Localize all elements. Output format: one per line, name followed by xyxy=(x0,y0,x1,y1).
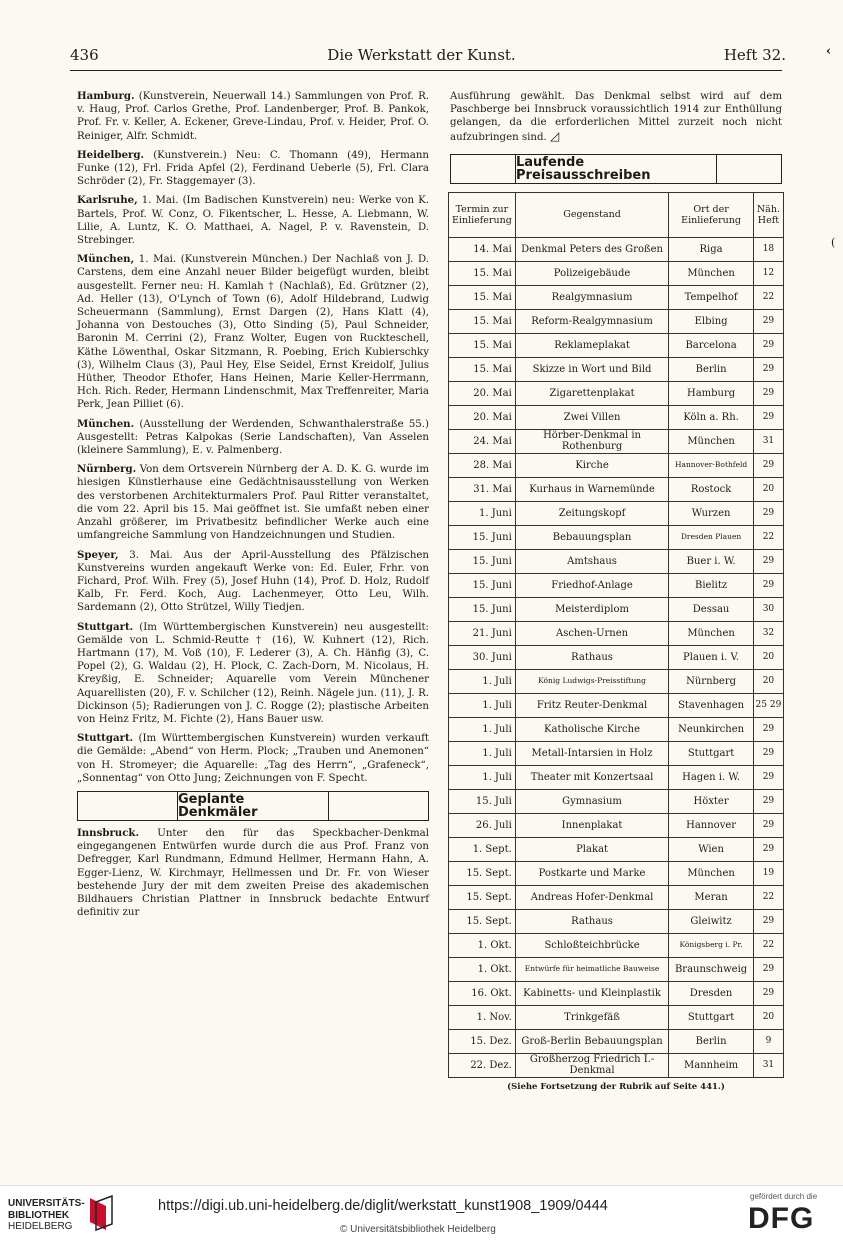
library-emblem-icon xyxy=(88,1194,114,1234)
table-header-row xyxy=(449,192,784,237)
triangle-mark: ◿ xyxy=(549,128,560,143)
competitions-table xyxy=(448,192,784,1078)
cell-place: Buer i. W. xyxy=(669,549,754,573)
table-row xyxy=(449,765,784,789)
entry-city: Hamburg. xyxy=(77,90,135,102)
table-row xyxy=(449,1029,784,1053)
cell-date: 26. Juli xyxy=(449,813,516,837)
cell-date: 15. Sept. xyxy=(449,909,516,933)
header-subject: Gegenstand xyxy=(515,192,669,237)
cell-date: 1. Juli xyxy=(449,765,516,789)
entry-city: Speyer, xyxy=(77,548,119,561)
cell-place: Riga xyxy=(669,237,754,261)
entry-city: München. xyxy=(77,417,135,430)
entry-text: (Im Württembergischen Kunstverein) wurden verkauft die Gemälde: „Abend“ von Herm. Plock; „Trauben und Anemonen“ von H. Stromeyer; die Aquarelle: „Tag des Herrn“, „Grafeneck“, „Sonnentag“ von Otto Jung; Zeichnungen von F. Specht. xyxy=(77,733,429,784)
cell-date: 1. Juli xyxy=(449,717,516,741)
table-row xyxy=(449,573,784,597)
cell-date: 15. Sept. xyxy=(449,861,516,885)
cell-subject: Kirche xyxy=(515,453,669,477)
cell-subject: Bebauungsplan xyxy=(515,525,669,549)
cell-date: 15. Juli xyxy=(449,789,516,813)
denkmal-entries xyxy=(77,827,429,919)
cell-issue: 20 xyxy=(753,669,783,693)
table-row xyxy=(449,333,784,357)
cell-subject: Denkmal Peters des Großen xyxy=(515,237,669,261)
cell-issue: 31 xyxy=(753,1053,783,1077)
cell-subject: Zwei Villen xyxy=(515,405,669,429)
dfg-logo: DFG xyxy=(748,1202,815,1235)
margin-mark-2: ( xyxy=(831,236,836,249)
cell-place: München xyxy=(669,861,754,885)
footer-bar xyxy=(0,1185,843,1247)
cell-issue: 9 xyxy=(753,1029,783,1053)
cell-subject: Zigarettenplakat xyxy=(515,381,669,405)
table-row xyxy=(449,309,784,333)
cell-issue: 22 xyxy=(753,885,783,909)
header-issue: Näh. Heft xyxy=(753,192,783,237)
cell-subject: Kabinetts- und Kleinplastik xyxy=(515,981,669,1005)
news-entry xyxy=(77,253,429,411)
cell-date: 15. Mai xyxy=(449,357,516,381)
table-footnote: (Siehe Fortsetzung der Rubrik auf Seite 441.) xyxy=(507,1081,725,1092)
table-row xyxy=(449,693,784,717)
table-row xyxy=(449,405,784,429)
table-row xyxy=(449,381,784,405)
cell-subject: Katholische Kirche xyxy=(515,717,669,741)
cell-issue: 22 xyxy=(753,285,783,309)
cell-subject: Reform-Realgymnasium xyxy=(515,309,669,333)
page-number: 436 xyxy=(70,46,99,64)
library-logo: UNIVERSITÄTS- BIBLIOTHEK HEIDELBERG xyxy=(8,1198,85,1232)
cell-issue: 25 29 xyxy=(753,693,783,717)
cell-place: Mannheim xyxy=(669,1053,754,1077)
entry-city: Stuttgart. xyxy=(77,620,134,633)
cell-date: 15. Juni xyxy=(449,549,516,573)
cell-place: Gleiwitz xyxy=(669,909,754,933)
table-row xyxy=(449,261,784,285)
cell-subject: Fritz Reuter-Denkmal xyxy=(515,693,669,717)
cell-issue: 29 xyxy=(753,573,783,597)
entry-city: Heidelberg. xyxy=(77,148,145,161)
cell-place: München xyxy=(669,429,754,453)
cell-subject: Entwürfe für heimatliche Bauweise xyxy=(515,957,669,981)
table-row xyxy=(449,717,784,741)
cell-date: 30. Juni xyxy=(449,645,516,669)
cell-subject: Reklameplakat xyxy=(515,333,669,357)
cell-place: Hannover xyxy=(669,813,754,837)
section-heading-preisausschreiben xyxy=(450,154,782,184)
table-row xyxy=(449,285,784,309)
permalink-url[interactable]: https://digi.ub.uni-heidelberg.de/diglit/werkstatt_kunst1908_1909/0444 xyxy=(158,1198,608,1214)
cell-issue: 29 xyxy=(753,909,783,933)
cell-date: 24. Mai xyxy=(449,429,516,453)
cell-issue: 30 xyxy=(753,597,783,621)
cell-date: 1. Okt. xyxy=(449,957,516,981)
table-row xyxy=(449,861,784,885)
cell-date: 15. Mai xyxy=(449,285,516,309)
table-row xyxy=(449,813,784,837)
cell-date: 31. Mai xyxy=(449,477,516,501)
table-row xyxy=(449,933,784,957)
section-heading-denkmaeler xyxy=(77,791,429,821)
cell-place: Elbing xyxy=(669,309,754,333)
cell-issue: 29 xyxy=(753,981,783,1005)
entry-city: Nürnberg. xyxy=(77,463,137,476)
news-entry xyxy=(77,194,429,247)
table-row xyxy=(449,885,784,909)
table-row xyxy=(449,909,784,933)
cell-subject: Kurhaus in Warnemünde xyxy=(515,477,669,501)
cell-date: 15. Sept. xyxy=(449,885,516,909)
margin-mark: ‹ xyxy=(826,44,832,59)
table-row xyxy=(449,453,784,477)
cell-date: 15. Juni xyxy=(449,525,516,549)
cell-subject: Rathaus xyxy=(515,645,669,669)
entry-city: Innsbruck. xyxy=(77,826,140,839)
cell-place: Dessau xyxy=(669,597,754,621)
cell-issue: 29 xyxy=(753,357,783,381)
cell-subject: Friedhof-Anlage xyxy=(515,573,669,597)
cell-subject: Andreas Hofer-Denkmal xyxy=(515,885,669,909)
cell-place: Wien xyxy=(669,837,754,861)
cell-date: 15. Mai xyxy=(449,261,516,285)
table-row xyxy=(449,789,784,813)
cell-subject: Metall-Intarsien in Holz xyxy=(515,741,669,765)
cell-subject: Großherzog Friedrich I.-Denkmal xyxy=(515,1053,669,1077)
table-row xyxy=(449,957,784,981)
table-row xyxy=(449,525,784,549)
cell-subject: Zeitungskopf xyxy=(515,501,669,525)
cell-date: 20. Mai xyxy=(449,405,516,429)
cell-date: 1. Juni xyxy=(449,501,516,525)
entry-city: Karlsruhe, xyxy=(77,194,138,207)
issue-number: Heft 32. xyxy=(723,46,786,64)
table-row xyxy=(449,429,784,453)
cell-issue: 29 xyxy=(753,309,783,333)
cell-date: 20. Mai xyxy=(449,381,516,405)
cell-issue: 22 xyxy=(753,525,783,549)
cell-place: Braunschweig xyxy=(669,957,754,981)
cell-place: Dresden Plauen xyxy=(669,525,754,549)
cell-place: Höxter xyxy=(669,789,754,813)
cell-subject: Amtshaus xyxy=(515,549,669,573)
cell-date: 1. Nov. xyxy=(449,1005,516,1029)
cell-date: 15. Juni xyxy=(449,573,516,597)
section-title: Laufende Preisausschreiben xyxy=(515,155,717,183)
cell-date: 15. Dez. xyxy=(449,1029,516,1053)
news-entry xyxy=(77,418,429,458)
cell-subject: Gymnasium xyxy=(515,789,669,813)
cell-issue: 32 xyxy=(753,621,783,645)
table-row xyxy=(449,237,784,261)
table-row xyxy=(449,645,784,669)
cell-place: Bielitz xyxy=(669,573,754,597)
entry-city: Stuttgart. xyxy=(77,732,134,745)
cell-date: 15. Juni xyxy=(449,597,516,621)
cell-place: Hamburg xyxy=(669,381,754,405)
section-title: Geplante Denkmäler xyxy=(177,792,329,820)
cell-date: 14. Mai xyxy=(449,237,516,261)
cell-issue: 19 xyxy=(753,861,783,885)
cell-place: München xyxy=(669,261,754,285)
entry-text: (Ausstellung der Werdenden, Schwanthalerstraße 55.) Ausgestellt: Petras Kalpokas (Serie Landschaften), Van Asselen (kleinere Sammlung), E. v. Palmenberg. xyxy=(77,418,429,457)
copyright: © Universitätsbibliothek Heidelberg xyxy=(340,1224,496,1235)
cell-date: 22. Dez. xyxy=(449,1053,516,1077)
cell-subject: König Ludwigs-Preisstiftung xyxy=(515,669,669,693)
cell-issue: 29 xyxy=(753,957,783,981)
table-row xyxy=(449,477,784,501)
cell-place: Stavenhagen xyxy=(669,693,754,717)
cell-place: Hannover-Bothfeld xyxy=(669,453,754,477)
table-row xyxy=(449,669,784,693)
cell-issue: 29 xyxy=(753,333,783,357)
cell-date: 1. Okt. xyxy=(449,933,516,957)
cell-place: Köln a. Rh. xyxy=(669,405,754,429)
cell-place: München xyxy=(669,621,754,645)
cell-subject: Schloßteichbrücke xyxy=(515,933,669,957)
entry-text: 1. Mai. (Im Badischen Kunstverein) neu: Werke von K. Bartels, Prof. W. Conz, O. Fikentscher, L. Hesse, A. Liebmann, W. Lilie, A. Luntz, K. O. Matthaei, A. Nagel, P. v. Ravenstein, D. Strebinger. xyxy=(77,195,429,247)
cell-place: Königsberg i. Pr. xyxy=(669,933,754,957)
cell-subject: Postkarte und Marke xyxy=(515,861,669,885)
cell-place: Hagen i. W. xyxy=(669,765,754,789)
left-entries xyxy=(77,90,429,785)
cell-date: 28. Mai xyxy=(449,453,516,477)
entry-text: (Kunstverein, Neuerwall 14.) Sammlungen von Prof. R. v. Haug, Prof. Carlos Grethe, Prof. Landenberger, Prof. B. Pankok, Prof. Fr. v. Keller, A. Eckener, Greve-Lindau, Prof. v. Heider, Prof. O. Reiniger, Alfr. Schmidt. xyxy=(77,91,429,142)
cell-place: Rostock xyxy=(669,477,754,501)
entry-text: 1. Mai. (Kunstverein München.) Der Nachlaß von J. D. Carstens, dem eine Anzahl neuer Bilder beigefügt wurden, bleibt ausgestellt. Ferner neu: H. Kamlah † (Nachlaß), Ed. Grützner (2), Ad. Heller (13), O'Lynch of Town (6), Adolf Hildebrand, Ludwig Scheuermann (Sammlung), Ernst Dargen (2), Hans Klatt (4), Johanna von Destouches (3), Otto Sinding (5), Paul Schneider, Baronin M. Cerrini (2), Franz Wolter, Eugen von Ruckteschell, Käthe Löwenthal, Oskar Sitzmann, R. Poebing, Erich Kubierschky (3), Wilhelm Claus (3), Paul Hey, Else Seidel, Ernst Kreidolf, Julius Hüther, Theodor Ethofer, Hans Heinen, Marie Keller-Herrmann, Hch. Rich. Reder, Hermann Lindenschmit, Max Treffenreiter, Maria Perk, Jean Pilliet (6). xyxy=(77,254,429,411)
cell-issue: 29 xyxy=(753,549,783,573)
cell-issue: 29 xyxy=(753,813,783,837)
cell-date: 1. Sept. xyxy=(449,837,516,861)
cell-subject: Hörber-Denkmal in Rothenburg xyxy=(515,429,669,453)
cell-place: Stuttgart xyxy=(669,1005,754,1029)
cell-place: Wurzen xyxy=(669,501,754,525)
news-entry xyxy=(77,549,429,615)
entry-text: (Kunstverein.) Neu: C. Thomann (49), Hermann Funke (12), Frl. Frida Apfel (2), Ferdinand Ueberle (5), Frl. Clara Schröder (2), Fr. Staggemayer (3). xyxy=(77,149,429,188)
news-entry xyxy=(77,621,429,727)
cell-issue: 29 xyxy=(753,765,783,789)
left-column xyxy=(77,90,429,925)
cell-date: 16. Okt. xyxy=(449,981,516,1005)
cell-place: Stuttgart xyxy=(669,741,754,765)
cell-issue: 22 xyxy=(753,933,783,957)
cell-issue: 20 xyxy=(753,1005,783,1029)
cell-issue: 18 xyxy=(753,237,783,261)
cell-issue: 20 xyxy=(753,645,783,669)
cell-place: Neunkirchen xyxy=(669,717,754,741)
cell-subject: Realgymnasium xyxy=(515,285,669,309)
table-row xyxy=(449,1005,784,1029)
table-row xyxy=(449,837,784,861)
cell-subject: Skizze in Wort und Bild xyxy=(515,357,669,381)
cell-place: Nürnberg xyxy=(669,669,754,693)
news-entry xyxy=(77,149,429,189)
cell-subject: Theater mit Konzertsaal xyxy=(515,765,669,789)
cell-issue: 29 xyxy=(753,717,783,741)
cell-place: Berlin xyxy=(669,357,754,381)
cell-date: 1. Juli xyxy=(449,669,516,693)
cell-date: 1. Juli xyxy=(449,693,516,717)
cell-place: Barcelona xyxy=(669,333,754,357)
header-place: Ort der Einlieferung xyxy=(669,192,754,237)
table-row xyxy=(449,981,784,1005)
table-row xyxy=(449,621,784,645)
cell-subject: Aschen-Urnen xyxy=(515,621,669,645)
news-entry xyxy=(77,90,429,143)
entry-text: 3. Mai. Aus der April-Ausstellung des Pfälzischen Kunstvereins wurden angekauft Werke von: Ed. Euler, Frhr. von Fichard, Prof. Wilh. Frey (5), Josef Huhn (14), Prof. D. Holz, Rudolf Kalb, Fr. Ferd. Koch, Aug. Lachenmeyer, Otto Leu, Wilh. Sardemann (2), Otto Strützel, Willy Tiedjen. xyxy=(77,549,429,614)
header-date: Termin zur Einlieferung xyxy=(449,192,516,237)
cell-subject: Rathaus xyxy=(515,909,669,933)
table-row xyxy=(449,357,784,381)
table-row xyxy=(449,597,784,621)
table-row xyxy=(449,741,784,765)
table-body xyxy=(449,237,784,1077)
cell-issue: 29 xyxy=(753,453,783,477)
header-rule xyxy=(70,70,782,71)
table-row xyxy=(449,501,784,525)
right-column xyxy=(450,90,782,1094)
news-entry xyxy=(77,732,429,785)
table-row xyxy=(449,1053,784,1077)
entry-text: Von dem Ortsverein Nürnberg der A. D. K. G. wurde im hiesigen Künstlerhause eine Gedächtnisausstellung von Werken des verstorbenen Architekturmalers Prof. Paul Ritter veranstaltet, die vom 22. April bis 15. Mai geöffnet ist. Sie umfaßt neben einer Anzahl größerer, im Privatbesitz befindlicher Werke auch eine umfangreiche Sammlung von Handzeichnungen und Studien. xyxy=(77,464,429,542)
news-entry xyxy=(77,827,429,919)
cell-date: 1. Juli xyxy=(449,741,516,765)
cell-place: Tempelhof xyxy=(669,285,754,309)
news-entry xyxy=(77,463,429,542)
cell-date: 21. Juni xyxy=(449,621,516,645)
cell-subject: Plakat xyxy=(515,837,669,861)
cell-place: Dresden xyxy=(669,981,754,1005)
cell-place: Berlin xyxy=(669,1029,754,1053)
cell-issue: 20 xyxy=(753,477,783,501)
cell-subject: Groß-Berlin Bebauungsplan xyxy=(515,1029,669,1053)
cell-issue: 29 xyxy=(753,789,783,813)
cell-subject: Polizeigebäude xyxy=(515,261,669,285)
cell-date: 15. Mai xyxy=(449,333,516,357)
continuation-text: Ausführung gewählt. Das Denkmal selbst wird auf dem Paschberge bei Innsbruck voraussichtlich 1914 zur Enthüllung gelangen, da die erforderlichen Mittel zurzeit noch nicht aufzubringen sind. ◿ xyxy=(450,91,782,143)
cell-issue: 29 xyxy=(753,405,783,429)
cell-issue: 29 xyxy=(753,741,783,765)
cell-subject: Innenplakat xyxy=(515,813,669,837)
cell-place: Plauen i. V. xyxy=(669,645,754,669)
cell-issue: 29 xyxy=(753,837,783,861)
cell-issue: 12 xyxy=(753,261,783,285)
cell-issue: 29 xyxy=(753,501,783,525)
cell-issue: 29 xyxy=(753,381,783,405)
cell-date: 15. Mai xyxy=(449,309,516,333)
entry-text: Unter den für das Speckbacher-Denkmal eingegangenen Entwürfen wurde durch die aus Prof. Franz von Defregger, Karl Rundmann, Edmund Hellmer, Hermann Hahn, A. Egger-Lienz, W. Kirchmayr, Hellmessen und Dr. Fr. von Wieser bestehende Jury der mit dem zweiten Preise des akademischen Bildhauers Christian Plattner in Innsbruck bedachte Entwurf definitiv zur xyxy=(77,827,429,919)
entry-text: (Im Württembergischen Kunstverein) neu ausgestellt: Gemälde von L. Schmid-Reutte † (16), W. Kuhnert (12), Rich. Hartmann (17), M. Voß (10), F. Lederer (3), A. Ch. Hänfig (3), C. Popel (2), G. Waldau (2), H. Plock, C. Zach-Dorn, M. Nicolaus, H. Kreyßig, E. Schneider; Aquarelle vom Verein Münchener Aquarellisten (20), F. v. Schilcher (12), Reinh. Nägele jun. (11), J. R. Dickinson (5); Radierungen von J. C. Rogge (2); plastische Arbeiten von Heinz Fritz, M. Fichte (2), Hans Bauer usw. xyxy=(77,621,429,725)
table-row xyxy=(449,549,784,573)
cell-subject: Trinkgefäß xyxy=(515,1005,669,1029)
cell-place: Meran xyxy=(669,885,754,909)
entry-city: München, xyxy=(77,253,135,266)
cell-issue: 31 xyxy=(753,429,783,453)
funded-by: gefördert durch die xyxy=(750,1192,818,1201)
cell-subject: Meisterdiplom xyxy=(515,597,669,621)
running-title: Die Werkstatt der Kunst. xyxy=(327,46,516,64)
